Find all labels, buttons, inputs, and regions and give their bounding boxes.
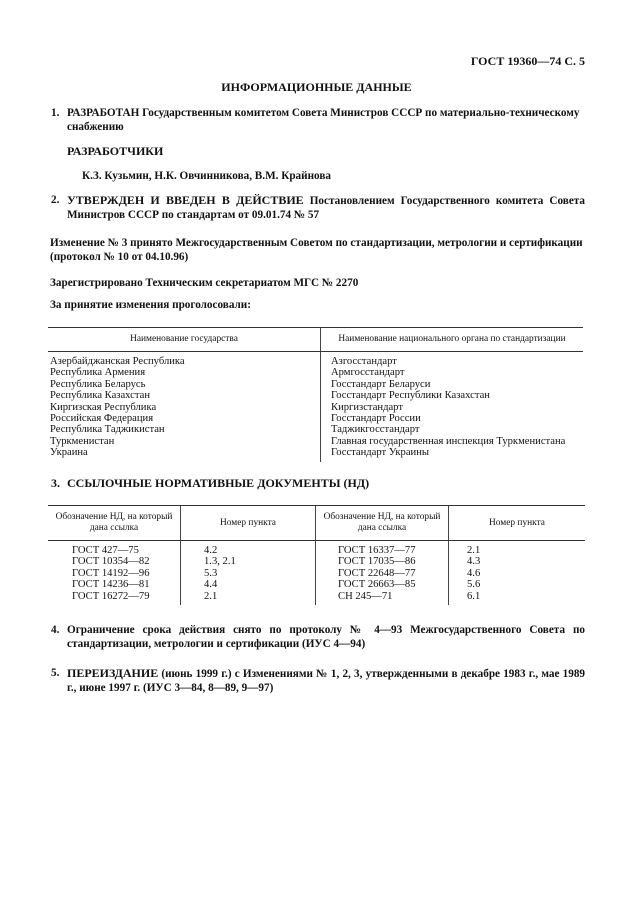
table-row bbox=[48, 436, 583, 447]
table-cell: Главная государственная инспекция Туркменистана bbox=[321, 436, 584, 447]
table-cell: 2.1 bbox=[449, 541, 586, 557]
item-number: 3. bbox=[51, 476, 60, 490]
item-text: (июнь 1999 г.) с Изменениями № 1, 2, 3, утвержденными в декабре 1983 г., мае 1989 г., июне 1997 г. (ИУС 3—84, 8—89, 9—97) bbox=[67, 668, 586, 694]
table-row bbox=[48, 352, 583, 368]
table-cell: 4.2 bbox=[181, 541, 316, 557]
table-cell: 5.3 bbox=[181, 568, 316, 579]
table-cell: ГОСТ 14192—96 bbox=[72, 567, 150, 579]
table-row bbox=[48, 568, 585, 579]
table-row bbox=[48, 447, 583, 461]
column-header: Наименование государства bbox=[48, 328, 321, 352]
votes-table bbox=[48, 327, 583, 462]
developers-list: К.З. Кузьмин, Н.К. Овчинникова, В.М. Крайнова bbox=[82, 170, 331, 182]
column-header: Обозначение НД, на который дана ссылка bbox=[48, 506, 181, 541]
change-note: Изменение № 3 принято Межгосударственным Советом по стандартизации, метрологии и сертификации (протокол № 10 от 04.10.96) bbox=[50, 237, 583, 263]
table-cell: ГОСТ 10354—82 bbox=[72, 556, 150, 568]
table-cell: Российская Федерация bbox=[50, 413, 154, 425]
table-row bbox=[48, 556, 585, 567]
table-row bbox=[48, 424, 583, 435]
table-cell: Госстандарт Украины bbox=[321, 447, 584, 461]
table-cell: Республика Беларусь bbox=[50, 378, 146, 390]
table-cell: 4.6 bbox=[449, 568, 586, 579]
table-cell: ГОСТ 16337—77 bbox=[316, 541, 449, 557]
table-cell: Республика Казахстан bbox=[50, 390, 151, 402]
table-row bbox=[48, 413, 583, 424]
table-row bbox=[48, 379, 583, 390]
table-cell: ГОСТ 14236—81 bbox=[72, 579, 150, 591]
table-cell: 5.6 bbox=[449, 579, 586, 590]
table-cell: Киргизстандарт bbox=[321, 402, 584, 413]
table-cell: СН 245—71 bbox=[316, 591, 449, 605]
column-header: Номер пункта bbox=[449, 506, 586, 541]
table-row bbox=[48, 591, 585, 605]
table-row bbox=[48, 541, 585, 557]
document-title: ИНФОРМАЦИОННЫЕ ДАННЫЕ bbox=[221, 80, 412, 94]
table-cell: 2.1 bbox=[181, 591, 316, 605]
item-5 bbox=[51, 666, 586, 695]
table-cell: Киргизская Республика bbox=[50, 401, 157, 413]
item-1 bbox=[51, 106, 585, 134]
table-cell: Азгосстандарт bbox=[321, 352, 584, 368]
voted-note: За принятие изменения проголосовали: bbox=[50, 299, 251, 311]
table-cell: 4.4 bbox=[181, 579, 316, 590]
table-cell: Азербайджанская Республика bbox=[50, 356, 185, 367]
table-row bbox=[48, 367, 583, 378]
column-header: Обозначение НД, на который дана ссылка bbox=[316, 506, 449, 541]
table-cell: Таджикгосстандарт bbox=[321, 424, 584, 435]
item-text: Государственным комитетом Совета Министров СССР по материально-техническому снабжению bbox=[67, 107, 580, 133]
table-cell: Госстандарт Беларуси bbox=[321, 379, 584, 390]
table-cell: 1.3, 2.1 bbox=[181, 556, 316, 567]
table-cell: ГОСТ 16272—79 bbox=[72, 590, 150, 602]
table-cell: Госстандарт Республики Казахстан bbox=[321, 390, 584, 401]
table-cell: ГОСТ 17035—86 bbox=[316, 556, 449, 567]
developers-heading: РАЗРАБОТЧИКИ bbox=[67, 144, 164, 158]
section-heading: ССЫЛОЧНЫЕ НОРМАТИВНЫЕ ДОКУМЕНТЫ (НД) bbox=[67, 476, 370, 490]
item-2 bbox=[51, 193, 586, 222]
table-cell: Республика Таджикистан bbox=[50, 424, 165, 436]
item-lead: ПЕРЕИЗДАНИЕ bbox=[67, 666, 159, 680]
item-text: Ограничение срока действия снято по протоколу № 4—93 Межгосударственного Совета по стандартизации, метрологии и сертификации (ИУС 4—94) bbox=[67, 624, 585, 650]
table-cell: Армгосстандарт bbox=[321, 367, 584, 378]
table-row bbox=[48, 402, 583, 413]
table-cell: Республика Армения bbox=[50, 367, 146, 379]
table-cell: ГОСТ 427—75 bbox=[72, 545, 139, 556]
column-header: Наименование национального органа по стандартизации bbox=[321, 328, 584, 352]
references-table bbox=[48, 505, 585, 605]
table-cell: 6.1 bbox=[449, 591, 586, 605]
item-text: Постановлением Государственного комитета Совета Министров СССР по стандартам от 09.01.74 № 57 bbox=[67, 195, 586, 221]
column-header: Номер пункта bbox=[181, 506, 316, 541]
registration-note: Зарегистрировано Техническим секретариатом МГС № 2270 bbox=[50, 277, 359, 289]
page-header: ГОСТ 19360—74 С. 5 bbox=[470, 54, 585, 68]
table-cell: Украина bbox=[50, 447, 88, 459]
item-number: 2. bbox=[51, 194, 60, 206]
item-3 bbox=[51, 476, 370, 490]
item-lead: УТВЕРЖДЕН И ВВЕДЕН В ДЕЙСТВИЕ bbox=[67, 193, 304, 207]
item-number: 4. bbox=[51, 624, 60, 636]
table-cell: Туркменистан bbox=[50, 435, 115, 447]
item-number: 1. bbox=[51, 107, 60, 119]
table-cell: ГОСТ 26663—85 bbox=[316, 579, 449, 590]
table-row bbox=[48, 579, 585, 590]
item-number: 5. bbox=[51, 667, 60, 679]
table-row bbox=[48, 390, 583, 401]
item-4 bbox=[51, 623, 585, 651]
table-cell: 4.3 bbox=[449, 556, 586, 567]
table-cell: ГОСТ 22648—77 bbox=[316, 568, 449, 579]
table-cell: Госстандарт России bbox=[321, 413, 584, 424]
item-lead: РАЗРАБОТАН bbox=[67, 107, 140, 119]
